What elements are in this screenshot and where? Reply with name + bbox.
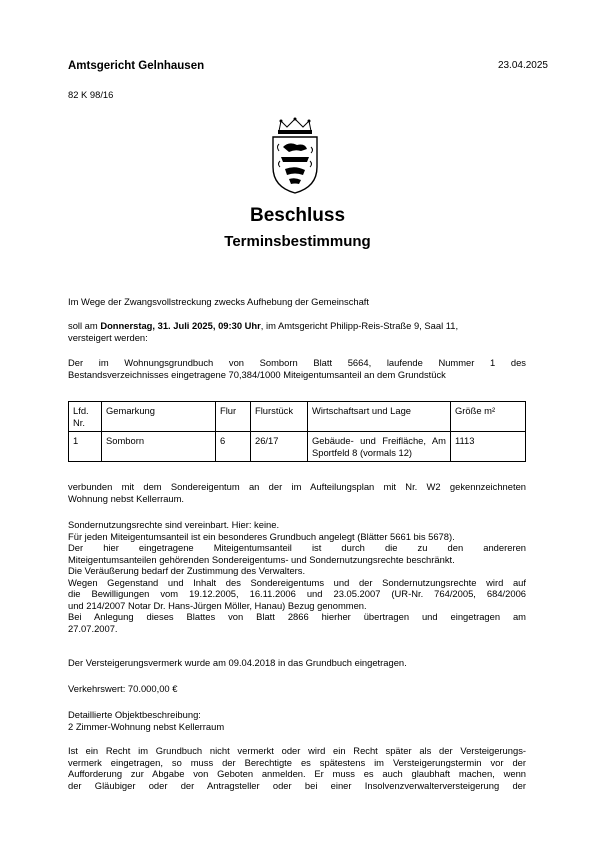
combined-paragraph [68, 481, 526, 504]
rights-line: die Bewilligungen vom 19.12.2005, 16.11.2006 und 23.05.2007 (UR-Nr. 764/2005, 684/2006 [68, 588, 526, 599]
object-description [68, 709, 526, 732]
rights-line: Miteigentumsanteilen gehörenden Sondereigentums- und Sondernutzungsrechte beschränkt. [68, 553, 455, 565]
combined-line: verbunden mit dem Sondereigentum an der im Aufteilungsplan mit Nr. W2 gekennzeichneten [68, 481, 526, 492]
rights-line: und 214/2007 Notar Dr. Hans-Jürgen Möller, Hanau) Bezug genommen. [68, 599, 367, 611]
hearing-prefix: soll am [68, 320, 101, 331]
hearing-paragraph [68, 320, 526, 343]
property-line: Bestandsverzeichnisses eingetragene 70,384/1000 Miteigentumsanteil an dem Grundstück [68, 368, 446, 380]
rights-paragraph [68, 519, 526, 634]
rights-line: Die Veräußerung bedarf der Zustimmung des Verwalters. [68, 565, 306, 576]
document-date: 23.04.2025 [497, 60, 548, 71]
property-paragraph [68, 357, 526, 380]
intro-text: Im Wege der Zwangsvollstreckung zwecks Aufhebung der Gemeinschaft [68, 296, 370, 307]
hearing-line2: versteigert werden: [68, 331, 148, 343]
rights-line: Der hier eingetragene Miteigentumsanteil ist durch die zu den andereren [68, 542, 526, 553]
table-cell: Somborn [102, 432, 216, 462]
parcel-table [68, 401, 526, 462]
table-header-cell: Gemarkung [102, 402, 216, 432]
table-row [69, 432, 526, 462]
table-header-row [69, 402, 526, 432]
closing-line: der Gläubiger oder der Antragsteller oder bei einer Insolvenzverwalterversteigerung der [68, 779, 526, 791]
closing-line: vermerk eingetragen, so muss der Berechtigte es spätestens im Versteigerungstermin vor der [68, 756, 526, 768]
table-header-cell: Wirtschaftsart und Lage [308, 402, 451, 432]
table-cell: 6 [216, 432, 251, 462]
file-number: 82 K 98/16 [68, 89, 114, 100]
table-cell: 1 [69, 432, 102, 462]
market-value: Verkehrswert: 70.000,00 € [68, 683, 178, 694]
closing-paragraph [68, 745, 526, 791]
table-header-cell: Flur [216, 402, 251, 432]
hearing-location: , im Amtsgericht Philipp-Reis-Straße 9, Saal 11, [260, 320, 459, 331]
table-cell: 1113 [451, 432, 526, 462]
hearing-datetime: Donnerstag, 31. Juli 2025, 09:30 Uhr [100, 320, 261, 331]
table-header-cell: Flurstück [251, 402, 308, 432]
description-label: Detaillierte Objektbeschreibung: [68, 709, 201, 720]
court-name: Amtsgericht Gelnhausen [68, 60, 205, 72]
table-cell: 26/17 [251, 432, 308, 462]
rights-line: Für jeden Miteigentumsanteil ist ein besonderes Grundbuch angelegt (Blätter 5661 bis 5678). [68, 530, 455, 542]
table-header-cell: Größe m² [451, 402, 526, 432]
table-cell: Gebäude- und Freifläche, Am Sportfeld 8 (vormals 12) [308, 432, 451, 462]
register-note: Der Versteigerungsvermerk wurde am 09.04.2018 in das Grundbuch eingetragen. [68, 657, 407, 668]
property-line: Der im Wohnungsgrundbuch von Somborn Blatt 5664, laufende Nummer 1 des [68, 357, 526, 368]
description-value: 2 Zimmer-Wohnung nebst Kellerraum [68, 720, 225, 732]
coat-of-arms-icon [267, 117, 323, 195]
document-title: Beschluss [249, 205, 346, 226]
combined-line: Wohnung nebst Kellerraum. [68, 492, 185, 504]
document-subtitle: Terminsbestimmung [224, 233, 371, 250]
closing-line: Aufforderung zur Abgabe von Geboten anmelden. Er muss es auch glaubhaft machen, wenn [68, 768, 526, 779]
rights-line: Bei Anlegung dieses Blattes von Blatt 2866 hierher übertragen und eingetragen am [68, 611, 526, 622]
rights-line: Sondernutzungsrechte sind vereinbart. Hier: keine. [68, 519, 280, 530]
closing-line: Ist ein Recht im Grundbuch nicht vermerkt oder wird ein Recht später als der Versteigerungs- [68, 745, 526, 756]
rights-line: 27.07.2007. [68, 622, 118, 634]
table-header-cell: Lfd. Nr. [69, 402, 102, 432]
rights-line: Wegen Gegenstand und Inhalt des Sondereigentums und der Sondernutzungsrechte wird auf [68, 576, 526, 588]
